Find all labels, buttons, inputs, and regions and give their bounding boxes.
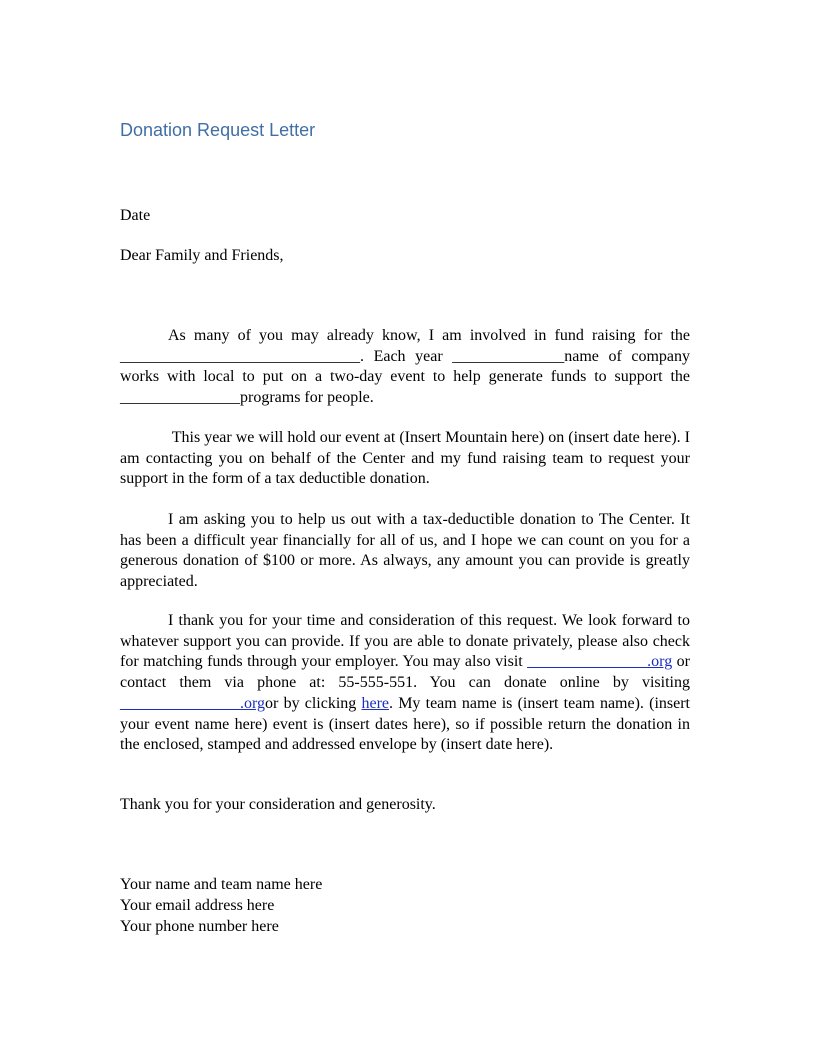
p1-text-g: programs for people. [240, 389, 374, 407]
p2-text: This year we will hold our event at (Insert Mountain here) on (insert date here). I am contacting you on behalf of the Center and my fund raising team to request your support in the form of a tax deductible donation. [120, 429, 690, 488]
p1-blank-cause: ______________________________ [120, 347, 360, 365]
paragraph-event [120, 428, 690, 490]
signature-email: Your email address here [120, 897, 275, 914]
here-link[interactable]: here [361, 694, 390, 712]
p4-text-d: . My team name is (insert team name). (insert your event name here) event is (insert dates here), so if possible return the donation in the enclosed, stamped and addressed envelope by (insert date here). [120, 694, 690, 754]
p4-text-a: I thank you for your time and consideration of this request. We look forward to whatever support you can provide. If you are able to donate privately, please also check for matching funds through your employer. You may also visit [120, 612, 690, 671]
p1-text-c: . Each year [360, 347, 453, 365]
closing-line: Thank you for your consideration and generosity. [120, 796, 436, 813]
p1-text-a: As many of you may already know, I am involved in fund raising for the [168, 327, 690, 344]
p1-blank-company: ______________ [452, 347, 565, 365]
date-line: Date [120, 207, 151, 224]
salutation: Dear Family and Friends, [120, 247, 284, 264]
org-link-contact[interactable]: _______________.org [527, 653, 673, 671]
org-link-donate[interactable]: _______________.org [120, 694, 266, 712]
document-title: Donation Request Letter [120, 120, 316, 140]
paragraph-thanks [120, 611, 690, 756]
p1-text-e: name of company works with local to put on a two-day event to help generate funds to support the [120, 347, 691, 386]
signature-phone: Your phone number here [120, 918, 279, 935]
p4-text-b: or contact them via phone at: 55-555-551. You can donate online by visiting [120, 653, 690, 692]
paragraph-intro [120, 326, 690, 409]
p1-blank-programs: _______________ [120, 389, 240, 407]
p3-text: I am asking you to help us out with a tax-deductible donation to The Center. It has been a difficult year financially for all of us, and I hope we can count on you for a generous donation of $100 or more. As always, any amount you can provide is greatly appreciated. [120, 511, 690, 591]
paragraph-request [120, 510, 690, 593]
p4-text-c: or by clicking [265, 694, 362, 712]
signature-name: Your name and team name here [120, 876, 323, 893]
